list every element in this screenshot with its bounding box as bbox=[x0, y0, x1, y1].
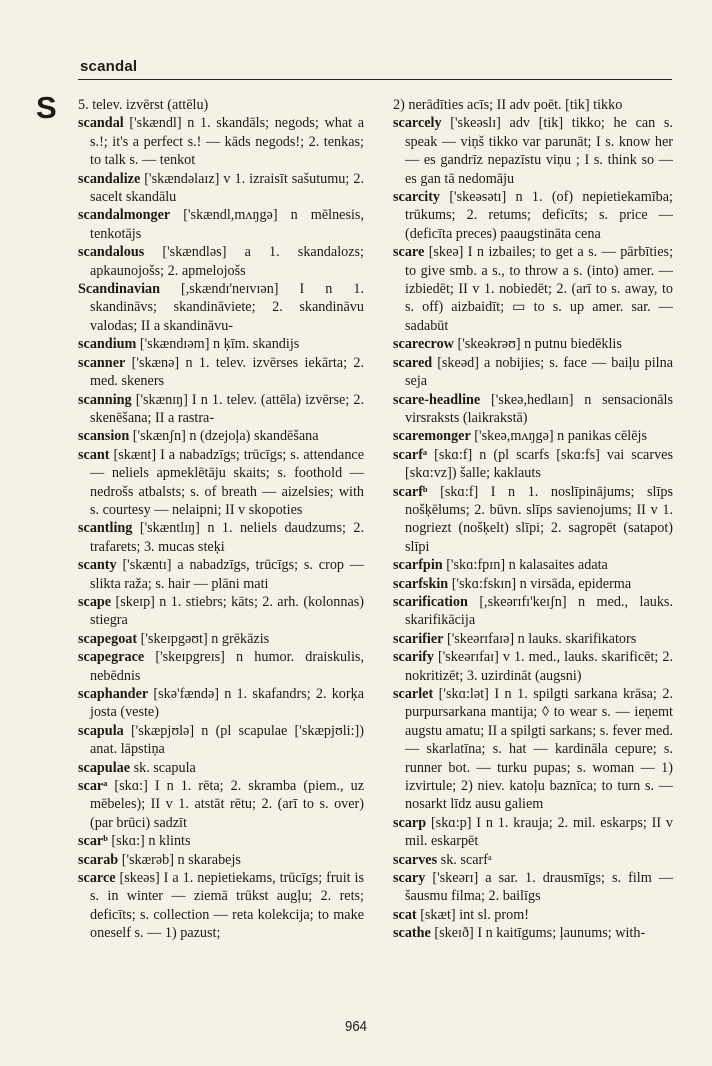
entry-headword: scare-headline bbox=[393, 391, 481, 408]
entry-headword: scarecrow bbox=[393, 336, 454, 353]
entry-definition: [skænt] I a nabadzīgs; trūcīgs; s. attendance — neliels apmeklētāju skaits; s. foothold — nedrošs atbalsts; s. of breath — aizelsies; with s. courtesy — nelaipni; II v skopoties bbox=[90, 446, 365, 518]
entry-definition: [skɑ:f] n (pl scarfs [skɑ:fs] vai scarves [skɑ:vz]) šalle; kaklauts bbox=[405, 446, 673, 482]
header-rule-divider bbox=[78, 79, 672, 80]
dictionary-entry bbox=[78, 354, 364, 391]
dictionary-entry bbox=[78, 759, 364, 777]
entry-definition: ['skeərɪfaɪ] v 1. med., lauks. skarificēt; 2. nokritizēt; 3. uzirdināt (augsni) bbox=[405, 649, 673, 684]
dictionary-entry bbox=[78, 335, 364, 353]
entry-definition: ['skændəlaɪz] v 1. izraisīt sašutumu; 2. sacelt skandālu bbox=[90, 170, 364, 206]
entry-headword: scarlet bbox=[393, 686, 434, 702]
entry-headword: scarfᵇ bbox=[393, 483, 428, 500]
dictionary-entry bbox=[78, 722, 364, 759]
entry-headword: scapegrace bbox=[78, 649, 145, 666]
entry-headword: scarcely bbox=[393, 115, 442, 132]
entry-headword: scapulae bbox=[78, 759, 131, 776]
entry-definition: [skɑ:p] I n 1. krauja; 2. mil. eskarps; II v mil. eskarpēt bbox=[405, 814, 673, 850]
entry-headword: scat bbox=[393, 906, 417, 923]
entry-headword: scaphander bbox=[78, 686, 149, 702]
dictionary-entry bbox=[78, 427, 364, 445]
dictionary-entry bbox=[393, 575, 673, 593]
entry-definition: ['skeərɪfaɪə] n lauks. skarifikators bbox=[446, 630, 637, 647]
entry-headword: scapegoat bbox=[78, 630, 138, 647]
entry-headword: scarᵃ bbox=[78, 778, 108, 795]
section-thumb-letter: S bbox=[36, 90, 57, 125]
entry-definition: ['skæntlɪŋ] n 1. neliels daudzums; 2. trafarets; 3. mucas steķi bbox=[90, 520, 364, 555]
entry-headword: scarᵇ bbox=[78, 833, 108, 850]
entry-definition: ['skɑ:lət] I n 1. spilgti sarkana krāsa; 2. purpursarkana mantija; ◊ to wear s. — ieņemt augstu amatu; II a spilgti sarkans; s. fever med. — skarlatīna; s. hat — kardināla cepure; s. runner bot. — turku pupas; s. woman — 1) izvirtule; 2) niev. katoļu baznīca; to turn s. — nosarkt līdz ausu galiem bbox=[405, 686, 673, 813]
entry-definition: [skə'fændə] n 1. skafandrs; 2. korķa josta (veste) bbox=[90, 686, 365, 721]
dictionary-entry bbox=[393, 593, 673, 630]
entry-headword: scandalous bbox=[78, 244, 145, 261]
entry-definition: ['skeəkrəʊ] n putnu biedēklis bbox=[457, 336, 622, 353]
dictionary-entry bbox=[393, 630, 673, 648]
entry-definition: [,skændɪ'neɪvɪən] I n 1. skandināvs; skandināviete; 2. skandināvu valodas; II a skandināvu- bbox=[90, 281, 364, 334]
dictionary-entry bbox=[393, 906, 673, 924]
entry-definition: ['skɑ:fskɪn] n virsāda, epiderma bbox=[451, 575, 632, 592]
entry-headword: scanner bbox=[78, 354, 126, 371]
entry-headword: scarp bbox=[393, 814, 427, 831]
entry-definition: ['skæntɪ] a nabadzīgs, trūcīgs; s. crop — slikta raža; s. hair — plāni mati bbox=[90, 557, 365, 592]
dictionary-entry bbox=[78, 96, 364, 114]
entry-headword: scarifier bbox=[393, 630, 444, 647]
entry-headword: scarab bbox=[78, 851, 119, 868]
dictionary-entry bbox=[393, 924, 673, 942]
dictionary-entry bbox=[78, 648, 364, 685]
dictionary-entry bbox=[393, 851, 673, 869]
entry-definition: ['skændl,mʌŋgə] n mēlnesis, tenkotājs bbox=[90, 207, 364, 242]
entry-headword: scare bbox=[393, 244, 425, 261]
entry-headword: scared bbox=[393, 354, 433, 371]
entry-headword: scape bbox=[78, 593, 112, 610]
entry-headword: scansion bbox=[78, 428, 130, 445]
entry-headword: scanning bbox=[78, 391, 132, 408]
dictionary-entry bbox=[78, 851, 364, 869]
entry-definition: ['skænə] n 1. telev. izvērses iekārta; 2. med. skeners bbox=[90, 354, 365, 390]
entry-headword: scarce bbox=[78, 870, 116, 887]
dictionary-entry bbox=[78, 630, 364, 648]
entry-headword: scandium bbox=[78, 336, 137, 353]
right-column bbox=[393, 96, 673, 943]
entry-definition: ['skændɪəm] n ķīm. skandijs bbox=[139, 336, 300, 353]
dictionary-entry bbox=[78, 556, 364, 593]
entry-definition: 5. telev. izvērst (attēlu) bbox=[78, 97, 209, 113]
dictionary-entry bbox=[393, 188, 673, 243]
entry-headword: scarification bbox=[393, 593, 468, 610]
dictionary-entry bbox=[393, 96, 673, 114]
dictionary-entry bbox=[393, 354, 673, 391]
entry-headword: scant bbox=[78, 446, 110, 463]
dictionary-entry bbox=[393, 335, 673, 353]
entry-definition: ['skɑ:fpɪn] n kalasaites adata bbox=[446, 557, 608, 574]
dictionary-entry bbox=[78, 685, 364, 722]
entry-definition: [skæt] int sl. prom! bbox=[420, 906, 529, 923]
entry-headword: scandalize bbox=[78, 170, 141, 187]
entry-headword: scarves bbox=[393, 851, 438, 868]
dictionary-entry bbox=[393, 814, 673, 851]
entry-definition: ['skærəb] n skarabejs bbox=[121, 851, 241, 868]
entry-headword: scarcity bbox=[393, 189, 441, 206]
dictionary-entry bbox=[393, 556, 673, 574]
entry-definition: ['skeɪpgəʊt] n grēkāzis bbox=[140, 630, 270, 647]
entry-headword: scarify bbox=[393, 649, 434, 666]
entry-definition: ['skeə,hedlaɪn] n sensacionāls virsraksts (laikrakstā) bbox=[405, 391, 673, 426]
entry-definition: [,skeərɪfɪ'keɪʃn] n med., lauks. skarifikācija bbox=[405, 593, 674, 629]
entry-definition: [skeəs] I a 1. nepietiekams, trūcīgs; fruit is s. in winter — ziemā trūkst augļu; 2. rets; deficīts; s. collection — reta kolekcija; to make oneself s. — 1) pazust; bbox=[90, 870, 365, 942]
dictionary-entry bbox=[78, 446, 364, 520]
entry-definition: [skeɪp] n 1. stiebrs; kāts; 2. arh. (kolonnas) stiegra bbox=[90, 593, 364, 629]
entry-headword: scantling bbox=[78, 520, 133, 537]
entry-definition: ['skænʃn] n (dzejoļa) skandēšana bbox=[132, 428, 319, 445]
dictionary-entry bbox=[78, 832, 364, 850]
dictionary-entry bbox=[393, 446, 673, 483]
dictionary-entry bbox=[393, 483, 673, 557]
dictionary-entry bbox=[393, 427, 673, 445]
entry-definition: [skeəd] a nobijies; s. face — baiļu pilna seja bbox=[405, 354, 673, 390]
entry-headword: scarfpin bbox=[393, 557, 443, 574]
entry-definition: [skɑ:f] I n 1. noslīpinājums; slīps nošķēlums; 2. būvn. slīps savienojums; II v 1. nogriezt (nošķelt) slīpi; 2. sagropēt (satapot) slīpi bbox=[405, 483, 673, 555]
dictionary-entry bbox=[78, 593, 364, 630]
entry-definition: [skɑ:] n klints bbox=[111, 833, 191, 850]
entry-headword: scandal bbox=[78, 115, 124, 132]
entry-definition: ['skeɪpgreɪs] n humor. draiskulis, nebēdnis bbox=[90, 649, 364, 684]
entry-headword: scandalmonger bbox=[78, 207, 171, 224]
entry-definition: ['skænɪŋ] I n 1. telev. (attēla) izvērse; 2. skenēšana; II a rastra- bbox=[90, 391, 365, 426]
entry-definition: sk. scapula bbox=[133, 759, 196, 776]
entry-headword: scarfskin bbox=[393, 575, 449, 592]
entry-definition: ['skæpjʊlə] n (pl scapulae ['skæpjʊli:]) anat. lāpstiņa bbox=[90, 722, 365, 758]
entry-definition: ['skændləs] a 1. skandalozs; apkaunojošs; 2. apmelojošs bbox=[90, 244, 364, 279]
entry-definition: 2) nerādīties acīs; II adv poēt. [tik] tikko bbox=[393, 97, 623, 113]
dictionary-entry bbox=[78, 206, 364, 243]
entry-definition: [skeə] I n izbailes; to get a s. — pārbīties; to give smb. a s., to throw a s. (into) amer. — izbiedēt; II v 1. nobiedēt; 2. (arī to s. away, to s. off) aizbaidīt; ▭ to s. up amer. sar. — sadabūt bbox=[405, 244, 674, 334]
running-head-guide-word: scandal bbox=[80, 58, 138, 75]
entry-headword: scaremonger bbox=[393, 428, 471, 445]
dictionary-entry bbox=[78, 391, 364, 428]
entry-definition: ['skændl] n 1. skandāls; negods; what a s.!; it's a perfect s.! — kāds negods!; 2. tenkas; to talk s. — tenkot bbox=[90, 115, 365, 169]
dictionary-entry bbox=[393, 685, 673, 814]
dictionary-entry bbox=[78, 869, 364, 943]
entry-headword: scapula bbox=[78, 722, 124, 739]
entry-headword: scanty bbox=[78, 557, 117, 574]
entry-definition: ['skeərɪ] a sar. 1. drausmīgs; s. film — šausmu filma; 2. bailīgs bbox=[405, 870, 674, 905]
entry-headword: scary bbox=[393, 870, 426, 887]
dictionary-entry bbox=[78, 519, 364, 556]
entry-definition: sk. scarfᵃ bbox=[440, 851, 492, 868]
dictionary-entry bbox=[393, 243, 673, 335]
dictionary-entry bbox=[78, 777, 364, 832]
dictionary-entry bbox=[78, 114, 364, 169]
dictionary-entry bbox=[393, 114, 673, 188]
dictionary-entry bbox=[78, 243, 364, 280]
entry-headword: Scandinavian bbox=[78, 281, 161, 298]
dictionary-entry bbox=[393, 648, 673, 685]
entry-headword: scarfᵃ bbox=[393, 446, 428, 463]
dictionary-entry bbox=[78, 170, 364, 207]
entry-definition: ['skeəslɪ] adv [tik] tikko; he can s. speak — viņš tikko var parunāt; I s. know her — es gandrīz nepazīstu viņu ; I s. think so — es gan tā nedomāju bbox=[405, 115, 673, 187]
entry-definition: ['skeə,mʌŋgə] n panikas cēlējs bbox=[474, 428, 647, 445]
entry-definition: [skɑ:] I n 1. rēta; 2. skramba (piem., uz mēbeles); II v 1. atstāt rētu; 2. (arī to s. over) (par brūci) sadzīt bbox=[90, 778, 364, 831]
entry-definition: ['skeəsətɪ] n 1. (of) nepietiekamība; trūkums; 2. retums; deficīts; s. price — (deficīta preces) paaugstināta cena bbox=[405, 189, 673, 242]
page-number: 964 bbox=[344, 1018, 368, 1035]
left-column bbox=[78, 96, 364, 943]
dictionary-entry bbox=[393, 869, 673, 906]
dictionary-entry bbox=[78, 280, 364, 335]
entry-definition: [skeɪð] I n kaitīgums; ļaunums; with- bbox=[434, 925, 646, 942]
dictionary-entry bbox=[393, 391, 673, 428]
entry-headword: scathe bbox=[393, 925, 431, 942]
